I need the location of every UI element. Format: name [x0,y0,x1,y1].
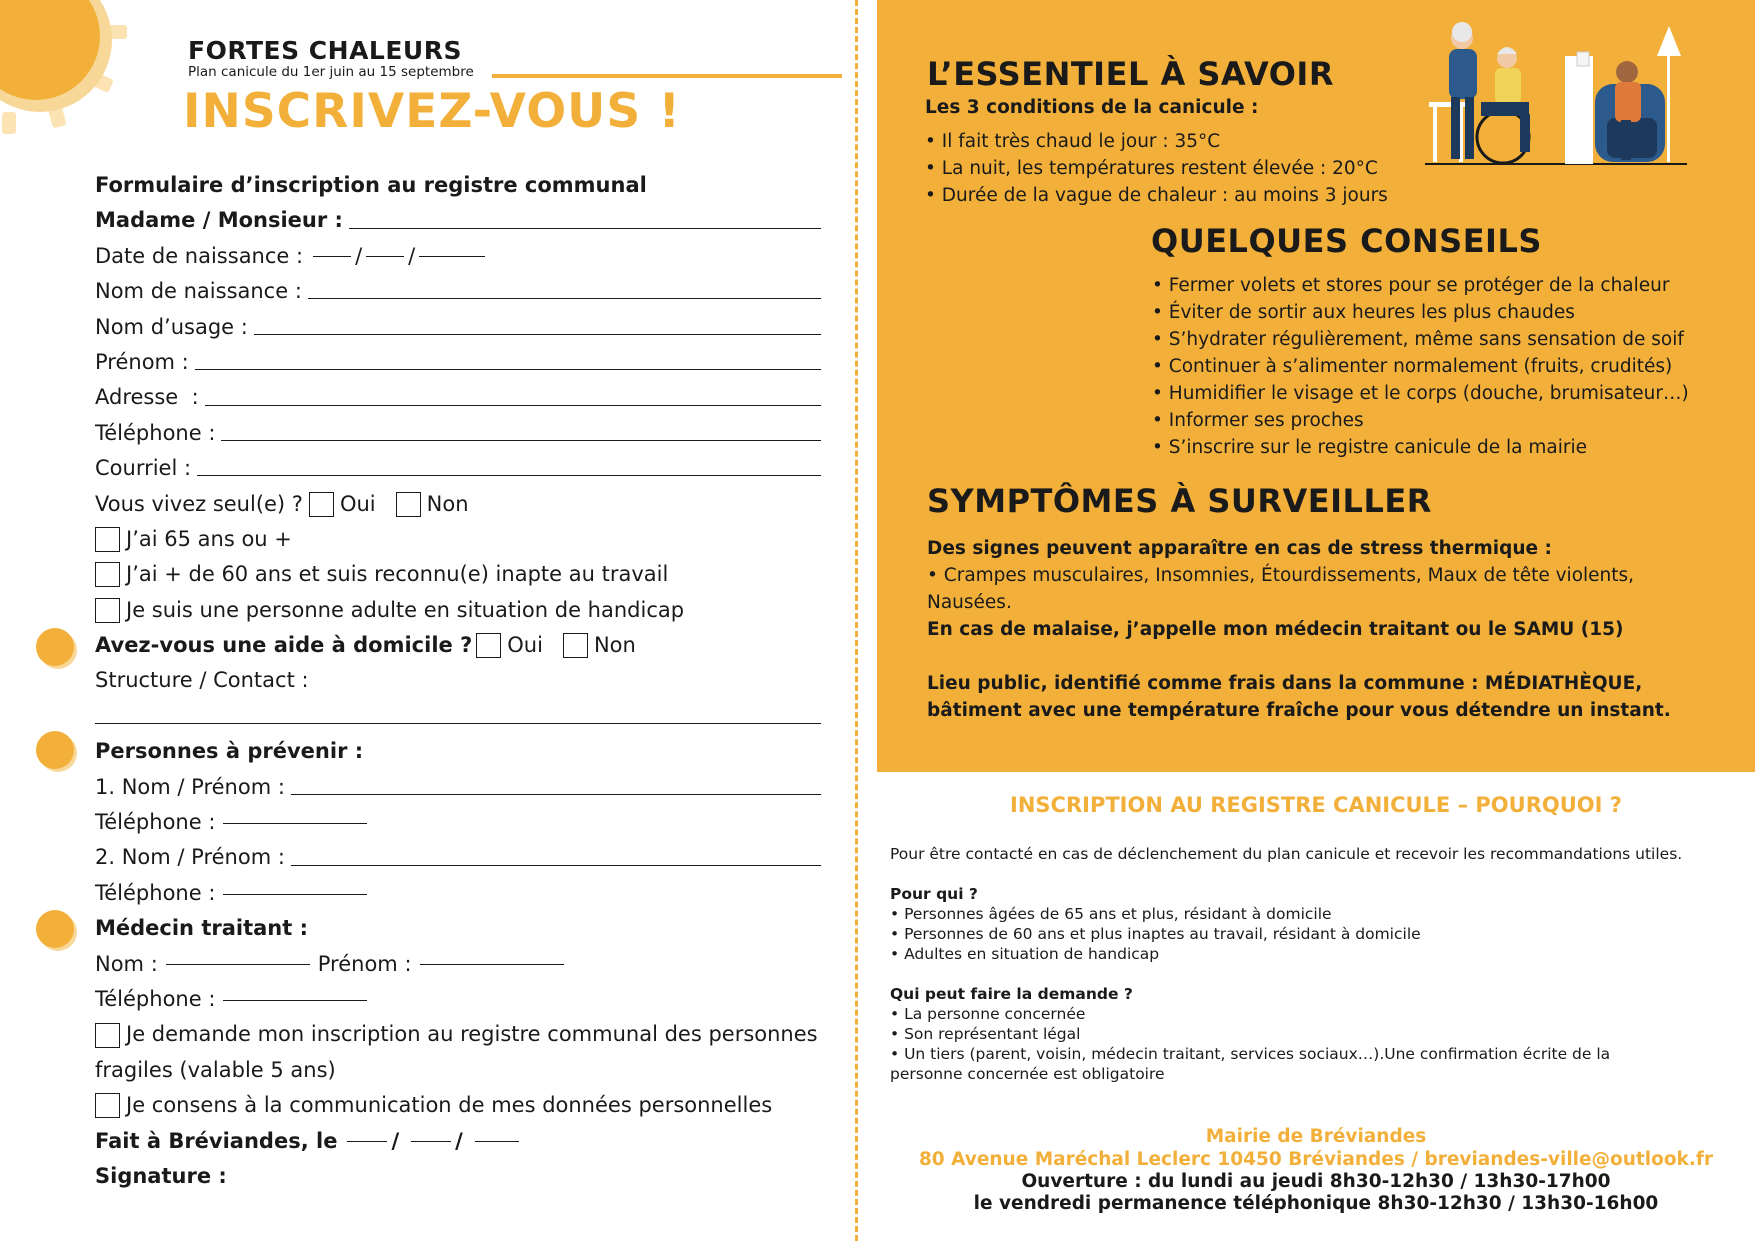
email-row [95,451,825,486]
town-hall-address: 80 Avenue Maréchal Leclerc 10450 Bréviandes / breviandes-ville@outlook.fr [918,1149,1714,1170]
contact2-field[interactable] [291,865,821,866]
signature-row [95,1159,825,1194]
contact1-field[interactable] [291,794,821,795]
list-item: • Humidifier le visage et le corps (douche, brumisateur…) [1152,383,1689,404]
live-alone-yes-checkbox[interactable] [309,492,334,517]
done-at-label: Fait à Bréviandes, le [95,1128,338,1153]
firstname-label: Prénom : [95,349,189,374]
signature-label: Signature : [95,1163,227,1188]
consent-checkbox[interactable] [95,1093,120,1118]
friday-hours: le vendredi permanence téléphonique 8h30-12h30 / 13h30-16h00 [973,1193,1659,1214]
list-item: • Informer ses proches [1152,410,1364,431]
town-hall-footer [877,1125,1755,1215]
yes-label: Oui [339,491,376,516]
essentials-subtitle: Les 3 conditions de la canicule : [925,97,1259,118]
handicap-row [95,593,825,628]
phone-field[interactable] [221,440,821,441]
list-item: • Continuer à s’alimenter normalement (fruits, crudités) [1152,356,1673,377]
handicap-label: Je suis une personne adulte en situation de handicap [126,597,685,622]
request-row [95,1017,825,1052]
header-title: FORTES CHALEURS [188,36,462,65]
list-item: • S’inscrire sur le registre canicule de la mairie [1152,437,1588,458]
symptoms-title: SYMPTÔMES À SURVEILLER [927,482,1432,520]
contact2-label: 2. Nom / Prénom : [95,845,285,870]
phone-label: Téléphone : [95,986,216,1011]
handicap-checkbox[interactable] [95,598,120,623]
symptoms-emergency: En cas de malaise, j’appelle mon médecin traitant ou le SAMU (15) [927,619,1624,640]
sun-icon [0,0,140,140]
form-heading: Formulaire d’inscription au registre communal [95,173,647,197]
bullet-dot-icon [36,628,74,666]
doctor-phone-field[interactable] [223,999,367,1001]
advice-list [1152,272,1689,461]
age65-checkbox[interactable] [95,527,120,552]
request-title: Qui peut faire la demande ? [890,985,1133,1003]
symptoms-list: • Crampes musculaires, Insomnies, Étourdissements, Maux de tête violents, Nausées. [927,565,1635,613]
phone-label: Téléphone : [95,810,216,835]
phone-label: Téléphone : [95,420,216,445]
registration-form [95,168,825,1194]
why-title: INSCRIPTION AU REGISTRE CANICULE – POURQUOI ? [1010,793,1622,817]
email-field[interactable] [197,475,821,476]
birthdate-row: Date de naissance : / / [95,239,825,274]
doctor-heading: Médecin traitant : [95,916,308,941]
town-hall-name: Mairie de Bréviandes [1205,1126,1427,1147]
list-item: • Un tiers (parent, voisin, médecin traitant, services sociaux…).Une confirmation écrite de la personne concernée est obligatoire [890,1045,1611,1083]
doctor-name-field[interactable] [166,963,310,965]
home-help-yes-checkbox[interactable] [476,633,501,658]
age65-label: J’ai 65 ans ou + [126,526,292,551]
phone-label: Téléphone : [95,880,216,905]
home-help-row [95,628,825,663]
doctor-phone-row [95,982,825,1017]
symptoms-body [927,535,1707,724]
address-label: Adresse : [95,385,199,410]
birthname-label: Nom de naissance : [95,279,302,304]
firstname-row [95,345,825,380]
home-help-no-checkbox[interactable] [563,633,588,658]
live-alone-row [95,487,825,522]
list-item: • Adultes en situation de handicap [890,945,1160,963]
list-item: • Durée de la vague de chaleur : au moins 3 jours [925,185,1388,206]
birth-month-field[interactable] [366,255,404,257]
yes-label: Oui [507,633,543,658]
who-title: Pour qui ? [890,885,978,903]
age65-row [95,522,825,557]
header-subtitle: Plan canicule du 1er juin au 15 septembre [188,64,474,80]
list-item: • La personne concernée [890,1005,1086,1023]
list-item: • La nuit, les températures restent élevée : 20°C [925,158,1378,179]
list-item: • Il fait très chaud le jour : 35°C [925,131,1221,152]
no-label: Non [426,491,469,516]
contacts-heading: Personnes à prévenir : [95,739,364,764]
opening-hours: Ouverture : du lundi au jeudi 8h30-12h30 / 13h30-17h00 [1021,1171,1611,1192]
request-cont-row [95,1053,825,1088]
request-label-cont: fragiles (valable 5 ans) [95,1057,336,1082]
request-checkbox[interactable] [95,1023,120,1048]
age60-label: J’ai + de 60 ans et suis reconnu(e) inapte au travail [126,562,669,587]
why-intro: Pour être contacté en cas de déclenchement du plan canicule et recevoir les recommandations utiles. [890,845,1683,863]
contact1-row [95,770,825,805]
live-alone-label: Vous vivez seul(e) ? [95,491,303,516]
cut-line-divider [855,0,858,1241]
structure-field-row [95,699,825,734]
essentials-list [925,128,1388,209]
email-label: Courriel : [95,456,192,481]
consent-row [95,1088,825,1123]
structure-row [95,663,825,698]
contact2-phone-row [95,876,825,911]
symptoms-intro: Des signes peuvent apparaître en cas de stress thermique : [927,538,1552,559]
request-label: Je demande mon inscription au registre communal des personnes [126,1022,818,1047]
list-item: • S’hydrater régulièrement, même sans sensation de soif [1152,329,1684,350]
phone-row [95,416,825,451]
contact2-row [95,840,825,875]
doctor-firstname-label: Prénom : [317,951,412,976]
cool-place-info: Lieu public, identifié comme frais dans la commune : MÉDIATHÈQUE, bâtiment avec une température fraîche pour vous détendre un instant. [927,673,1671,721]
advice-title: QUELQUES CONSEILS [1151,222,1542,260]
essentials-title: L’ESSENTIEL À SAVOIR [927,55,1334,93]
civility-label: Madame / Monsieur : [95,208,343,233]
birthname-field[interactable] [308,298,821,299]
address-field[interactable] [205,405,821,406]
civility-field[interactable] [349,228,821,229]
doctor-firstname-field[interactable] [420,963,564,965]
contact1-label: 1. Nom / Prénom : [95,774,285,799]
done-year-field[interactable] [475,1140,519,1142]
contact2-phone-field[interactable] [223,893,367,895]
doctor-name-row [95,947,825,982]
list-item: • Personnes de 60 ans et plus inaptes au travail, résidant à domicile [890,925,1421,943]
list-item: • Son représentant légal [890,1025,1081,1043]
list-item: • Éviter de sortir aux heures les plus chaudes [1152,302,1575,323]
done-at-row: Fait à Bréviandes, le / / [95,1124,825,1159]
bullet-dot-icon [36,910,74,948]
why-body [890,844,1750,1084]
done-month-field[interactable] [411,1140,451,1142]
civility-row [95,203,825,238]
age60-checkbox[interactable] [95,562,120,587]
birthdate-label: Date de naissance : [95,243,304,268]
contact1-phone-row [95,805,825,840]
live-alone-no-checkbox[interactable] [396,492,421,517]
structure-label: Structure / Contact : [95,668,309,693]
usage-name-row [95,310,825,345]
seniors-illustration [1425,22,1687,167]
structure-field[interactable] [95,723,821,724]
no-label: Non [593,633,636,658]
consent-label: Je consens à la communication de mes données personnelles [126,1093,773,1118]
home-help-label: Avez-vous une aide à domicile ? [95,633,473,658]
doctor-name-label: Nom : [95,951,158,976]
done-day-field[interactable] [347,1140,387,1142]
contact1-phone-field[interactable] [223,822,367,824]
usage-name-field[interactable] [254,334,821,335]
birth-day-field[interactable] [313,255,351,257]
bullet-dot-icon [36,731,74,769]
birth-year-field[interactable] [419,255,485,257]
header-rule [492,74,842,78]
list-item: • Personnes âgées de 65 ans et plus, résidant à domicile [890,905,1332,923]
age60-row [95,557,825,592]
address-row [95,380,825,415]
usage-name-label: Nom d’usage : [95,314,248,339]
firstname-field[interactable] [195,369,821,370]
list-item: • Fermer volets et stores pour se protéger de la chaleur [1152,275,1670,296]
headline: INSCRIVEZ-VOUS ! [183,84,681,139]
birthname-row [95,274,825,309]
